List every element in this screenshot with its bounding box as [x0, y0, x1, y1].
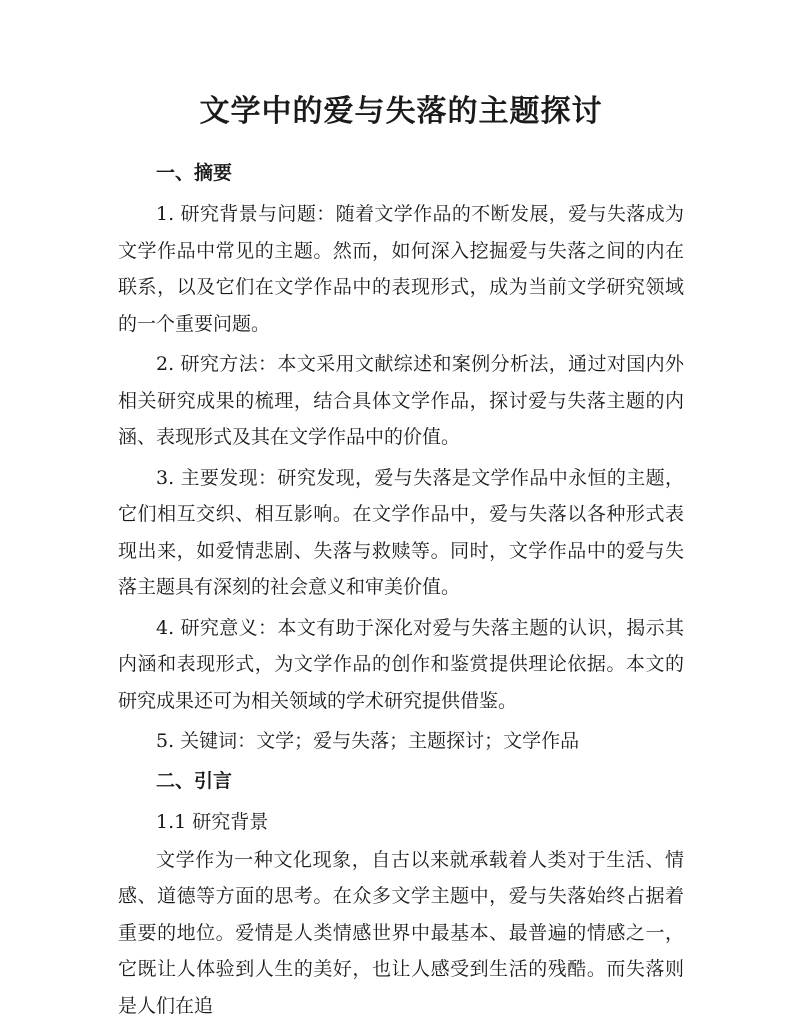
section-heading-abstract: 一、摘要 — [156, 162, 233, 184]
abstract-paragraph-2: 2. 研究方法：本文采用文献综述和案例分析法，通过对国内外相关研究成果的梳理，结合具体文学作品，探讨爱与失落主题的内涵、表现形式及其在文学作品中的价值。 — [118, 353, 684, 448]
abstract-paragraph-1: 1. 研究背景与问题：随着文学作品的不断发展，爱与失落成为文学作品中常见的主题。然而，如何深入挖掘爱与失落之间的内在联系，以及它们在文学作品中的表现形式，成为当前文学研究领域的一个重要问题。 — [118, 203, 684, 335]
abstract-keywords: 5. 关键词：文学；爱与失落；主题探讨；文学作品 — [156, 730, 580, 752]
introduction-paragraph: 文学作为一种文化现象，自古以来就承载着人类对于生活、情感、道德等方面的思考。在众多文学主题中，爱与失落始终占据着重要的地位。爱情是人类情感世界中最基本、最普遍的情感之一，它既让人体验到人生的美好，也让人感受到生活的残酷。而失落则是人们在追 — [118, 848, 684, 1017]
abstract-paragraph-4: 4. 研究意义：本文有助于深化对爱与失落主题的认识，揭示其内涵和表现形式，为文学作品的创作和鉴赏提供理论依据。本文的研究成果还可为相关领域的学术研究提供借鉴。 — [118, 616, 684, 712]
abstract-paragraph-3: 3. 主要发现：研究发现，爱与失落是文学作品中永恒的主题，它们相互交织、相互影响。在文学作品中，爱与失落以各种形式表现出来，如爱情悲剧、失落与救赎等。同时，文学作品中的爱与失落主题具有深刻的社会意义和审美价值。 — [118, 466, 684, 598]
document-title: 文学中的爱与失落的主题探讨 — [199, 94, 603, 129]
section-heading-introduction: 二、引言 — [156, 769, 233, 792]
document-page — [118, 90, 684, 1028]
subsection-heading-background: 1.1 研究背景 — [156, 810, 269, 833]
